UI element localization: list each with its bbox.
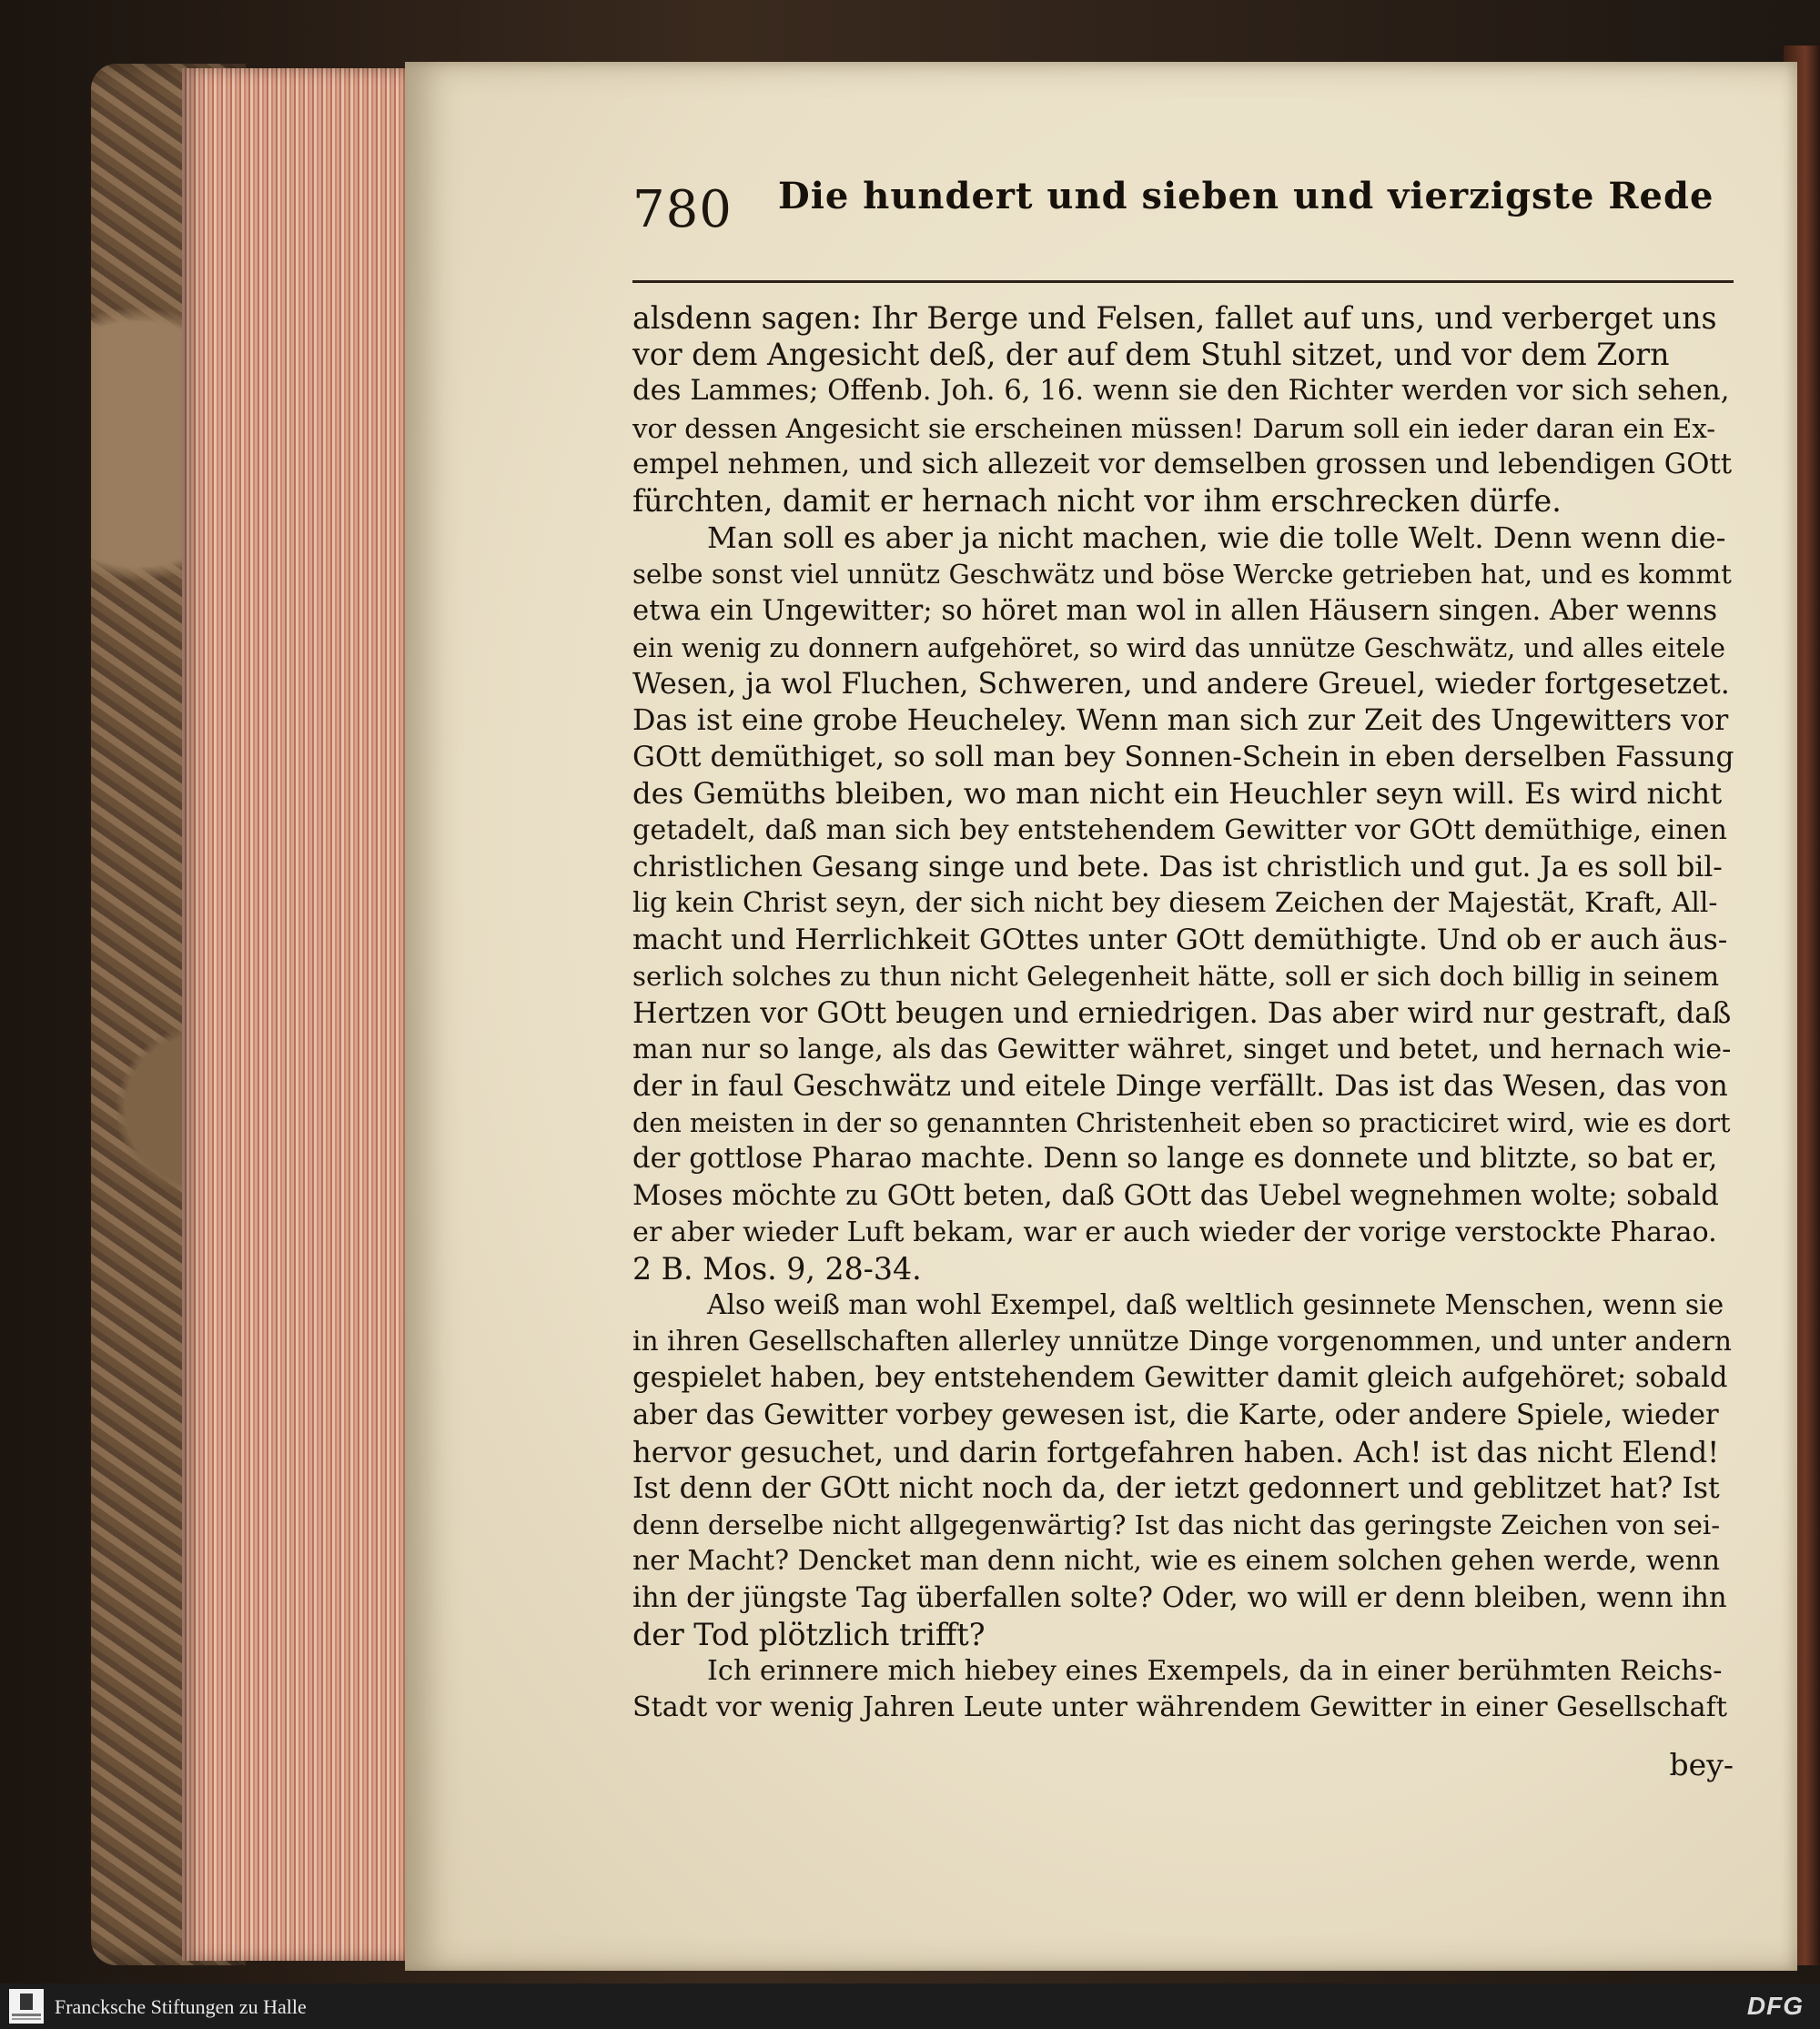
text-line: Also weiß man wohl Exempel, daß weltlich gesinnete Menschen, wenn sie [707, 1289, 1724, 1322]
text-line: Ich erinnere mich hiebey eines Exempels, da in einer berühmten Reichs- [707, 1654, 1723, 1687]
text-line: ihn der jüngste Tag überfallen solte? Oder, wo will er denn bleiben, wenn ihn [632, 1581, 1727, 1614]
institution-logo-icon [9, 1989, 44, 2024]
text-line: lig kein Christ seyn, der sich nicht bey diesem Zeichen der Majestät, Kraft, All- [632, 887, 1718, 919]
text-line: Stadt vor wenig Jahren Leute unter währendem Gewitter in einer Gesellschaft [632, 1691, 1727, 1724]
credit-bar [0, 1984, 1820, 2029]
text-line: Moses möchte zu GOtt beten, daß GOtt das Uebel wegnehmen wolte; sobald [632, 1179, 1719, 1212]
text-line: der gottlose Pharao machte. Denn so lange es donnete und blitzte, so bat er, [632, 1143, 1718, 1176]
text-line: man nur so lange, als das Gewitter währet, singet und betet, und hernach wie- [632, 1033, 1732, 1065]
page-edges [182, 68, 410, 1961]
text-line: GOtt demüthiget, so soll man bey Sonnen-Schein in eben derselben Fassung [632, 741, 1734, 774]
text-line: vor dem Angesicht deß, der auf dem Stuhl sitzet, und vor dem Zorn [632, 337, 1670, 373]
dfg-logo: DFG [1746, 1992, 1804, 2020]
running-title: Die hundert und sieben und vierzigste Rede [778, 175, 1714, 217]
text-line: aber das Gewitter vorbey gewesen ist, die Karte, oder andere Spiele, wieder [632, 1398, 1719, 1431]
page-header [632, 169, 1734, 278]
text-line: ein wenig zu donnern aufgehöret, so wird das unnütze Geschwätz, und alles eitele [632, 631, 1725, 663]
text-line: in ihren Gesellschaften allerley unnütze Dinge vorgenommen, und unter andern [632, 1326, 1733, 1358]
text-line: gespielet haben, bey entstehendem Gewitter damit gleich aufgehöret; sobald [632, 1362, 1728, 1395]
text-line: alsdenn sagen: Ihr Berge und Felsen, fallet auf uns, und verberget uns [632, 300, 1717, 336]
text-line: er aber wieder Luft bekam, war er auch wieder der vorige verstockte Pharao. [632, 1216, 1717, 1248]
body-text [632, 300, 1734, 1726]
catchword: bey- [1669, 1747, 1734, 1782]
text-line: den meisten in der so genannten Christenheit eben so practiciret wird, wie es dort [632, 1107, 1731, 1139]
page-number: 780 [632, 180, 733, 239]
institution-name: Francksche Stiftungen zu Halle [55, 1995, 307, 2018]
text-line: fürchten, damit er hernach nicht vor ihm erschrecken dürfe. [632, 482, 1562, 519]
text-line: denn derselbe nicht allgegenwärtig? Ist das nicht das geringste Zeichen von sei- [632, 1509, 1721, 1541]
text-line: Das ist eine grobe Heucheley. Wenn man sich zur Zeit des Ungewitters vor [632, 704, 1729, 738]
text-line: Hertzen vor GOtt beugen und erniedrigen. Das aber wird nur gestraft, daß [632, 996, 1732, 1030]
text-line: serlich solches zu thun nicht Gelegenheit hätte, soll er sich doch billig in seinem [632, 961, 1719, 993]
text-line: Man soll es aber ja nicht machen, wie die tolle Welt. Denn wenn die- [707, 520, 1726, 556]
text-line: etwa ein Ungewitter; so höret man wol in allen Häusern singen. Aber wenns [632, 594, 1718, 627]
header-rule [632, 280, 1734, 283]
text-line: des Lammes; Offenb. Joh. 6, 16. wenn sie den Richter werden vor sich sehen, [632, 375, 1730, 408]
text-line: selbe sonst viel unnütz Geschwätz und böse Wercke getrieben hat, und es kommt [632, 559, 1732, 591]
text-line: christlichen Gesang singe und bete. Das ist christlich und gut. Ja es soll bil- [632, 850, 1723, 883]
text-line: hervor gesuchet, und darin fortgefahren haben. Ach! ist das nicht Elend! [632, 1434, 1720, 1469]
text-line: der Tod plötzlich trifft? [632, 1616, 986, 1652]
text-line: Wesen, ja wol Fluchen, Schweren, und andere Greuel, wieder fortgesetzet. [632, 667, 1730, 701]
text-line: der in faul Geschwätz und eitele Dinge verfällt. Das ist das Wesen, das von [632, 1069, 1728, 1103]
book-page [405, 62, 1797, 1971]
text-line: getadelt, daß man sich bey entstehendem Gewitter vor GOtt demüthige, einen [632, 813, 1727, 846]
text-line: empel nehmen, und sich allezeit vor demselben grossen und lebendigen GOtt [632, 448, 1733, 480]
text-line: macht und Herrlichkeit GOttes unter GOtt demüthigte. Und ob er auch äus- [632, 924, 1728, 957]
text-line: ner Macht? Dencket man denn nicht, wie es einem solchen gehen werde, wenn [632, 1545, 1720, 1578]
text-line: vor dessen Angesicht sie erscheinen müssen! Darum soll ein ieder daran ein Ex- [632, 412, 1716, 444]
text-line: Ist denn der GOtt nicht noch da, der ietzt gedonnert und geblitzet hat? Ist [632, 1472, 1720, 1505]
text-line: 2 B. Mos. 9, 28-34. [632, 1250, 922, 1287]
text-line: des Gemüths bleiben, wo man nicht ein Heuchler seyn will. Es wird nicht [632, 776, 1723, 812]
